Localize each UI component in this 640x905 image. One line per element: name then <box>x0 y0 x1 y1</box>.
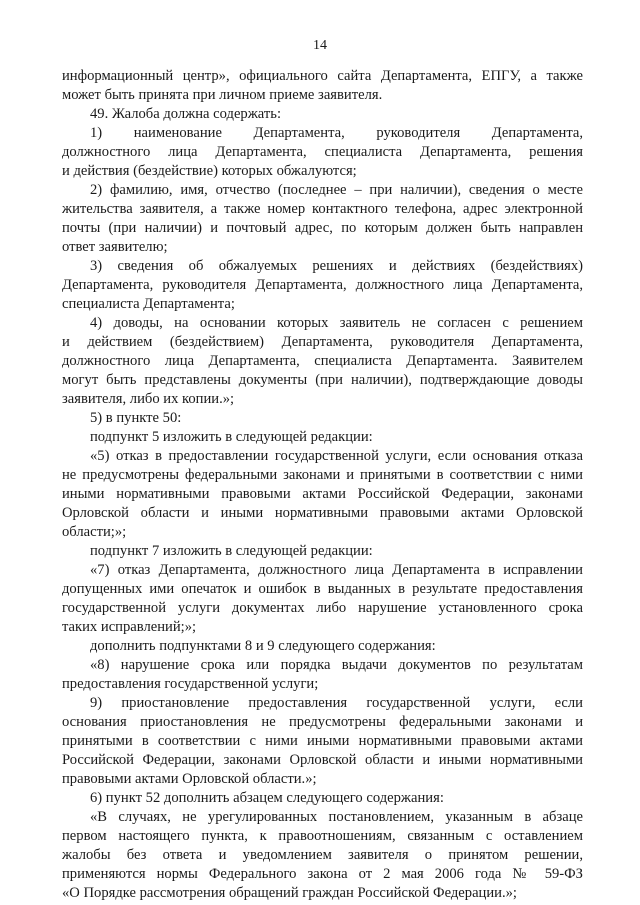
text-line: дополнить подпунктами 8 и 9 следующего содержания: <box>90 638 436 654</box>
text-line: почты (при наличии) и почтовый адрес, по которым должен быть направлен <box>62 220 583 236</box>
text-line: и действием (бездействием) Департамента, руководителя Департамента, <box>62 334 583 350</box>
text-line: основания приостановления не предусмотрены федеральными законами и <box>62 714 583 730</box>
text-line: могут быть представлены документы (при наличии), подтверждающие доводы <box>62 372 583 388</box>
text-line: Российской Федерации, законами Орловской области и иными нормативными <box>62 752 583 768</box>
text-line: таких исправлений;»; <box>62 619 197 635</box>
text-line: «8) нарушение срока или порядка выдачи документов по результатам <box>90 657 583 673</box>
text-line: области;»; <box>62 524 127 540</box>
text-line: Орловской области и иными нормативными правовыми актами Орловской <box>62 505 583 521</box>
text-line: Департамента, руководителя Департамента, должностного лица Департамента, <box>62 277 583 293</box>
text-line: «О Порядке рассмотрения обращений граждан Российской Федерации.»; <box>62 885 517 901</box>
text-line: 6) пункт 52 дополнить абзацем следующего содержания: <box>90 790 444 806</box>
text-line: применяются нормы Федерального закона от 2 мая 2006 года № 59-ФЗ <box>62 866 583 882</box>
text-line: 3) сведения об обжалуемых решениях и действиях (бездействиях) <box>90 258 583 274</box>
text-line: первом настоящего пункта, к правоотношениям, связанным с оставлением <box>62 828 583 844</box>
text-line: специалиста Департамента; <box>62 296 235 312</box>
text-line: информационный центр», официального сайта Департамента, ЕПГУ, а также <box>62 68 583 84</box>
text-line: ответ заявителю; <box>62 239 168 255</box>
text-line: 1) наименование Департамента, руководителя Департамента, <box>90 125 583 141</box>
page-number: 14 <box>313 38 327 53</box>
text-line: может быть принята при личном приеме заявителя. <box>62 87 383 103</box>
text-line: не предусмотрены федеральными законами и принятыми в соответствии с ними <box>62 467 583 483</box>
text-line: должностного лица Департамента, специалиста Департамента. Заявителем <box>62 353 583 369</box>
text-line: заявителя, либо их копии.»; <box>62 391 235 407</box>
text-line: допущенных ими опечаток и ошибок в выданных в результате предоставления <box>62 581 583 597</box>
text-line: должностного лица Департамента, специалиста Департамента, решения <box>62 144 583 160</box>
text-line: 49. Жалоба должна содержать: <box>90 106 281 122</box>
text-line: жалобы без ответа и уведомлением заявителя о принятом решении, <box>62 847 583 863</box>
text-line: жительства заявителя, а также номер контактного телефона, адрес электронной <box>62 201 583 217</box>
text-line: предоставления государственной услуги; <box>62 676 319 692</box>
text-line: иными нормативными правовыми актами Российской Федерации, законами <box>62 486 583 502</box>
text-line: подпункт 7 изложить в следующей редакции: <box>90 543 373 559</box>
text-line: 5) в пункте 50: <box>90 410 182 426</box>
text-line: «7) отказ Департамента, должностного лица Департамента в исправлении <box>90 562 583 578</box>
text-line: «В случаях, не урегулированных постановлением, указанным в абзаце <box>90 809 583 825</box>
text-line: 9) приостановление предоставления государственной услуги, если <box>90 695 583 711</box>
text-line: и действия (бездействие) которых обжалуются; <box>62 163 357 179</box>
text-line: «5) отказ в предоставлении государственной услуги, если основания отказа <box>90 448 583 464</box>
text-line: подпункт 5 изложить в следующей редакции: <box>90 429 373 445</box>
text-line: правовыми актами Орловской области.»; <box>62 771 317 787</box>
text-line: 4) доводы, на основании которых заявитель не согласен с решением <box>90 315 583 331</box>
text-line: принятыми в соответствии с ними иными нормативными правовыми актами <box>62 733 583 749</box>
text-line: государственной услуги документах либо нарушение установленного срока <box>62 600 583 616</box>
text-line: 2) фамилию, имя, отчество (последнее – при наличии), сведения о месте <box>90 182 583 198</box>
